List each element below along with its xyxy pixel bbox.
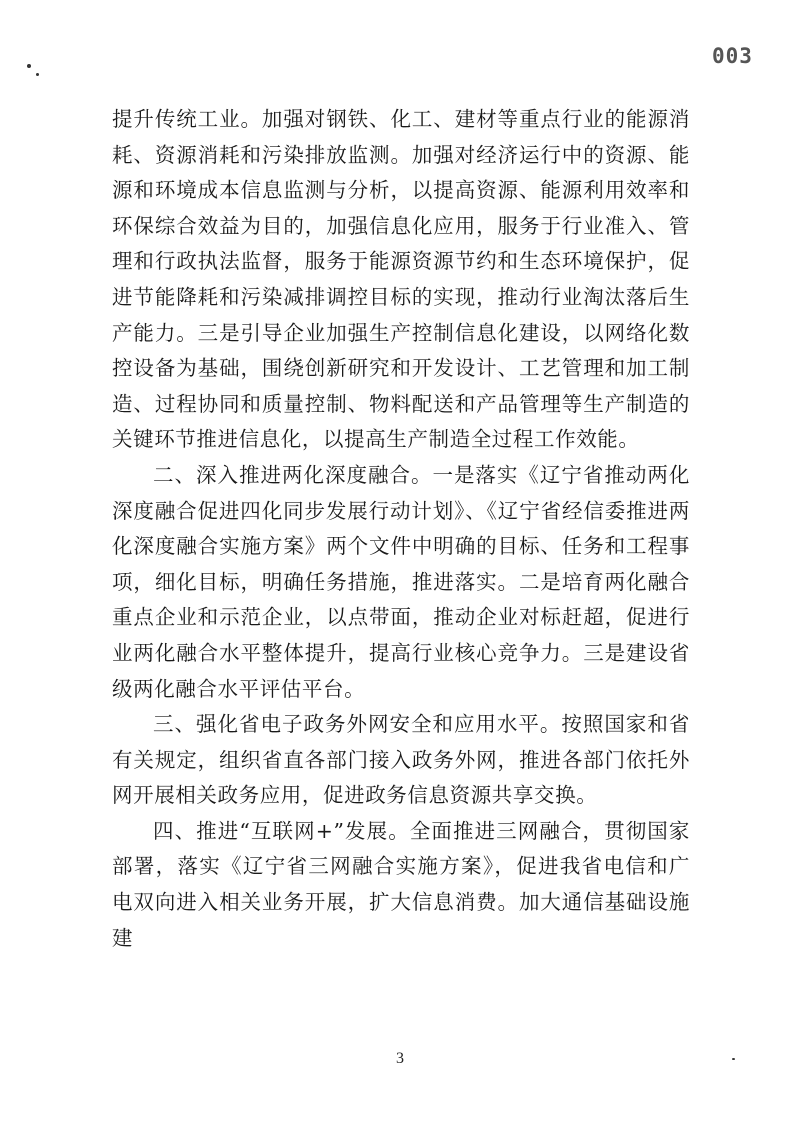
page-number: 3: [396, 1050, 404, 1067]
body-text: [112, 102, 690, 956]
page-stamp: 003: [712, 44, 753, 68]
paragraph-2: 二、深入推进两化深度融合。一是落实《辽宁省推动两化深度融合促进四化同步发展行动计划》、《辽宁省经信委推进两化深度融合实施方案》两个文件中明确的目标、任务和工程事项，细化目标，明确任务措施，推进落实。二是培育两化融合重点企业和示范企业，以点带面，推动企业对标赶超，促进行业两化融合水平整体提升，提高行业核心竞争力。三是建设省级两化融合水平评估平台。: [112, 462, 690, 701]
paragraph-3: 三、强化省电子政务外网安全和应用水平。按照国家和省有关规定，组织省直各部门接入政务外网，推进各部门依托外网开展相关政务应用，促进政务信息资源共享交换。: [112, 712, 690, 808]
paragraph-1: 提升传统工业。加强对钢铁、化工、建材等重点行业的能源消耗、资源消耗和污染排放监测。加强对经济运行中的资源、能源和环境成本信息监测与分析，以提高资源、能源利用效率和环保综合效益为目的，加强信息化应用，服务于行业准入、管理和行政执法监督，服务于能源资源节约和生态环境保护，促进节能降耗和污染减排调控目标的实现，推动行业淘汰落后生产能力。三是引导企业加强生产控制信息化建设，以网络化数控设备为基础，围绕创新研究和开发设计、工艺管理和加工制造、过程协同和质量控制、物料配送和产品管理等生产制造的关键环节推进信息化，以提高生产制造全过程工作效能。: [112, 107, 690, 452]
scan-speck: [27, 64, 31, 68]
scan-speck: [36, 73, 39, 76]
paragraph-4: 四、推进“互联网+”发展。全面推进三网融合，贯彻国家部署，落实《辽宁省三网融合实施方案》，促进我省电信和广电双向进入相关业务开展，扩大信息消费。加大通信基础设施建: [112, 818, 690, 950]
